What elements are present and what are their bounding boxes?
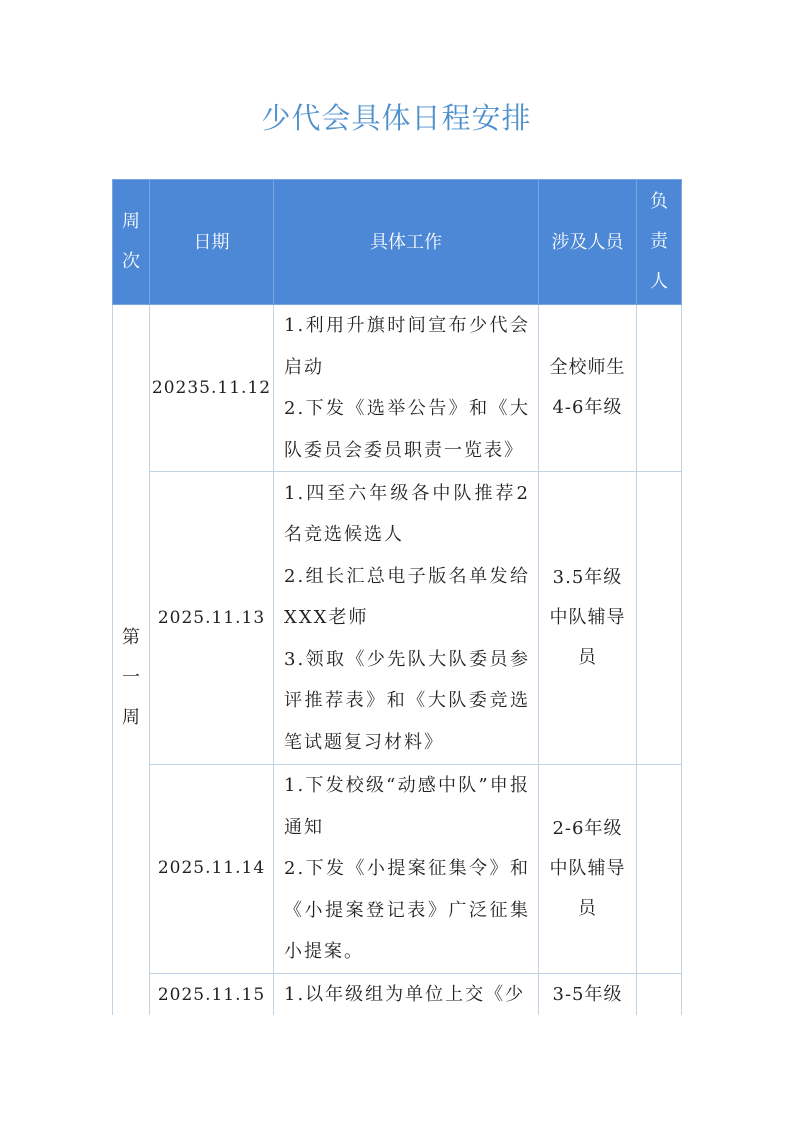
work-item: 2.组长汇总电子版名单发给XXX老师 bbox=[284, 565, 530, 629]
row-people: 全校师生4-6年级 bbox=[539, 305, 637, 472]
header-date: 日期 bbox=[150, 180, 274, 305]
header-work: 具体工作 bbox=[274, 180, 539, 305]
table-row bbox=[113, 973, 682, 1015]
work-item: 1.利用升旗时间宣布少代会启动 bbox=[284, 315, 530, 378]
row-owner bbox=[637, 472, 682, 765]
header-owner: 负责人 bbox=[637, 180, 682, 305]
row-work bbox=[274, 472, 539, 765]
row-date: 20235.11.12 bbox=[150, 305, 274, 472]
row-people: 3.5年级中队辅导员 bbox=[539, 472, 637, 765]
row-owner bbox=[637, 765, 682, 974]
header-people: 涉及人员 bbox=[539, 180, 637, 305]
schedule-table bbox=[112, 179, 682, 1015]
row-work bbox=[274, 305, 539, 472]
document-title: 少代会具体日程安排 bbox=[261, 101, 532, 135]
work-item: 1.下发校级“动感中队”申报通知 bbox=[284, 775, 530, 838]
row-date: 2025.11.14 bbox=[150, 765, 274, 974]
work-item: 3.领取《少先队大队委员参评推荐表》和《大队委竞选笔试题复习材料》 bbox=[284, 648, 530, 753]
header-week: 周次 bbox=[113, 180, 150, 305]
row-owner bbox=[637, 973, 682, 1015]
row-work bbox=[274, 973, 539, 1015]
table-header-row bbox=[113, 180, 682, 305]
table-row bbox=[113, 305, 682, 472]
table-row bbox=[113, 765, 682, 974]
work-item: 2.下发《小提案征集令》和《小提案登记表》广泛征集小提案。 bbox=[284, 858, 530, 962]
row-date: 2025.11.13 bbox=[150, 472, 274, 765]
work-item: 2.下发《选举公告》和《大队委员会委员职责一览表》 bbox=[284, 398, 530, 461]
row-date: 2025.11.15 bbox=[150, 973, 274, 1015]
week-cell: 第一周 bbox=[113, 305, 150, 1016]
row-people: 2-6年级中队辅导员 bbox=[539, 765, 637, 974]
row-owner bbox=[637, 305, 682, 472]
work-item: 1.以年级组为单位上交《少 bbox=[284, 983, 526, 1005]
row-work bbox=[274, 765, 539, 974]
table-row bbox=[113, 472, 682, 765]
work-item: 1.四至六年级各中队推荐2名竞选候选人 bbox=[284, 482, 530, 546]
row-people: 3-5年级 bbox=[539, 973, 637, 1015]
